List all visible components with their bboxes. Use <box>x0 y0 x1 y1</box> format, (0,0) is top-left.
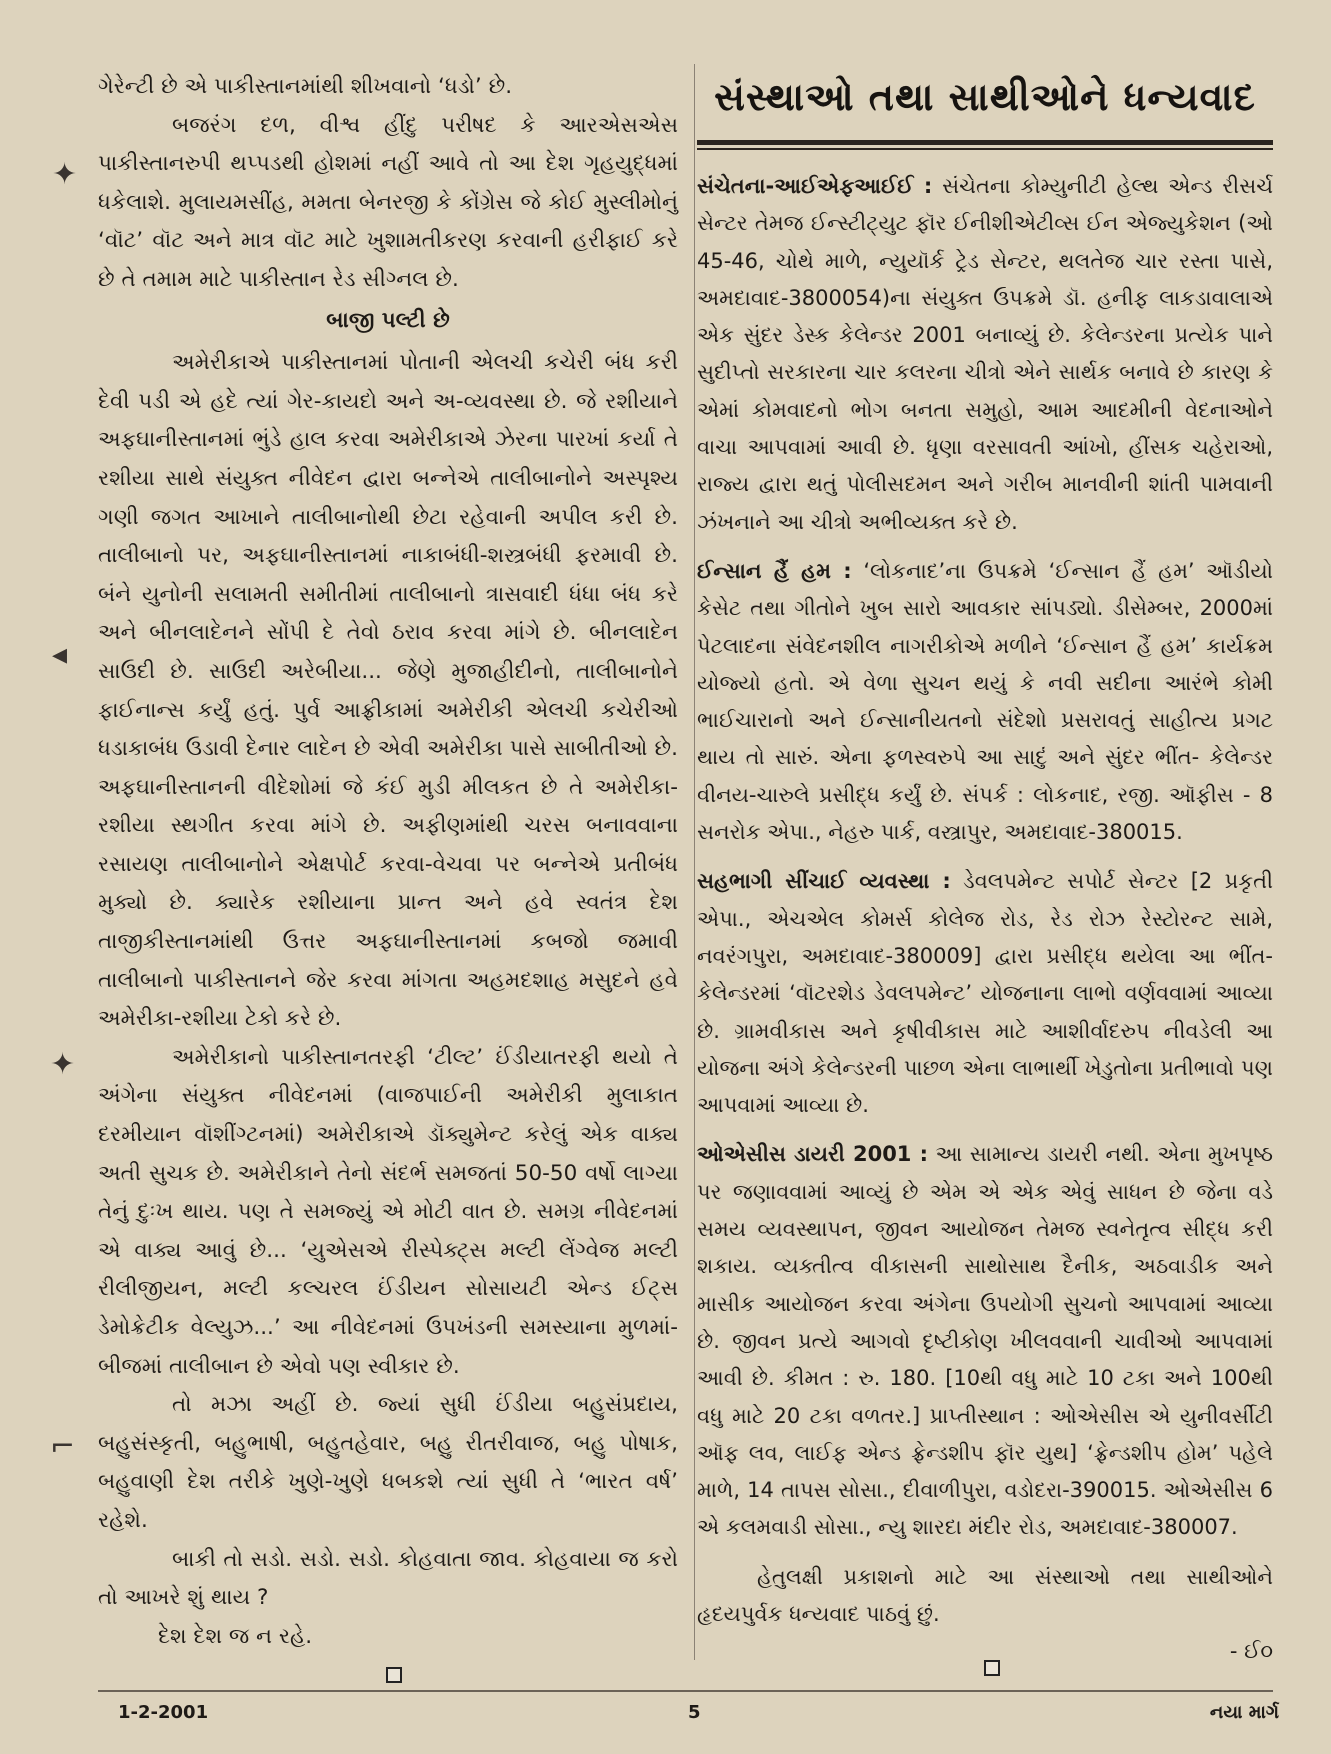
left-para-7: દેશ દેશ જ ન રહે. <box>158 1623 313 1649</box>
left-para-1: બજરંગ દળ, વીશ્વ હીંદુ પરીષદ કે આરએસએસ પાકીસ્તાનરુપી થપ્પડથી હોશમાં નહીં આવે તો આ દેશ ગૃહયુદ્ધમાં ધકેલાશે. મુલાયમસીંહ, મમતા બેનરજી કે કોંગ્રેસ જે કોઈ મુસ્લીમોનું ‘વૉટ’ વૉટ અને માત્ર વૉટ માટે ખુશામતીકરણ કરવાની હરીફાઈ કરે છે તે તમામ માટે પાકીસ્તાન રેડ સીગ્નલ છે. <box>98 112 678 292</box>
entry-text: આ સામાન્ય ડાયરી નથી. એના મુખપૃષ્ઠ પર જણાવવામાં આવ્યું છે એમ એ એક એવું સાધન છે જેના વડે સમય વ્યવસ્થાપન, જીવન આયોજન તેમજ સ્વનેતૃત્વ સીદ્ધ કરી શકાય. વ્યક્તીત્વ વીકાસની સાથોસાથ દૈનીક, અઠવાડીક અને માસીક આયોજન કરવા અંગેના ઉપયોગી સુચનો આપવામાં આવ્યા છે. જીવન પ્રત્યે આગવો દૃષ્ટીકોણ ખીલવવાની ચાવીઓ આપવામાં આવી છે. કીમત : રુ. 180. [10થી વધુ માટે 10 ટકા અને 100થી વધુ માટે 20 ટકા વળતર.] પ્રાપ્તીસ્થાન : ઓએસીસ એ યુનીવર્સીટી ઑફ લવ, લાઈફ એન્ડ ફ્રેન્ડશીપ ફૉર યુથ] ‘ફ્રેન્ડશીપ હોમ’ પહેલે માળે, 14 તાપસ સોસા., દીવાળીપુરા, વડોદરા-390015. ઓએસીસ 6 એ કલમવાડી સોસા., ન્યુ શારદા મંદીર રોડ, અમદાવાદ-380007. <box>697 1142 1273 1540</box>
footer-publication: નયા માર્ગ <box>1209 1702 1279 1723</box>
entry-oasis <box>697 1136 1273 1546</box>
footer-date: 1-2-2001 <box>118 1702 209 1723</box>
entry-text: ‘લોકનાદ’ના ઉપક્રમે ‘ઈન્સાન હૈં હમ’ ઑડીયો કેસેટ તથા ગીતોને ખુબ સારો આવકાર સાંપડ્યો. ડીસેમ્બર, 2000માં પેટલાદના સંવેદનશીલ નાગરીકોએ મળીને ‘ઈન્સાન હૈં હમ’ કાર્યક્રમ યોજ્યો હતો. એ વેળા સુચન થયું કે નવી સદીના આરંભે કોમી ભાઈચારાનો અને ઈન્સાનીયતનો સંદેશો પ્રસરાવતું સાહીત્ય પ્રગટ થાય તો સારું. એના ફળસ્વરુપે આ સાદું અને સુંદર ભીંત- કેલેન્ડર વીનય-ચારુલે પ્રસીદ્ધ કર્યું છે. સંપર્ક : લોકનાદ, રજી. ઑફીસ - 8 સનરોક એપા., નેહરુ પાર્ક, વસ્ત્રાપુર, અમદાવાદ-380015. <box>697 558 1273 845</box>
banner-rule-thick <box>697 140 1273 145</box>
left-para-4: અમેરીકાનો પાકીસ્તાનતરફી ‘ટીલ્ટ’ ઈંડીયાતરફી થયો તે અંગેના સંયુક્ત નીવેદનમાં (વાજપાઈની અમેરીકી મુલાકાત દરમીયાન વૉશીંગ્ટનમાં) અમેરીકાએ ડૉક્યુમેન્ટ કરેલું એક વાક્ય અતી સુચક છે. અમેરીકાને તેનો સંદર્ભ સમજતાં 50-50 વર્ષો લાગ્યા તેનું દુઃખ થાય. પણ તે સમજ્યું એ મોટી વાત છે. સમગ્ર નીવેદનમાં એ વાક્ય આવું છે... ‘યુએસએ રીસ્પેક્ટ્સ મલ્ટી લેંગ્વેજ મલ્ટી રીલીજીયન, મલ્ટી કલ્ચરલ ઈંડીયન સોસાયટી એન્ડ ઈટ્સ ડેમોક્રેટીક વેલ્યુઝ...’ આ નીવેદનમાં ઉપખંડની સમસ્યાના મુળમાં-બીજમાં તાલીબાન છે એવો પણ સ્વીકાર છે. <box>98 1044 678 1379</box>
entry-sanchetna <box>697 168 1273 541</box>
column-divider <box>694 64 695 1660</box>
entry-lead: ઈન્સાન હૈં હમ : <box>697 558 852 583</box>
entry-text: ડેવલપમેન્ટ સપોર્ટ સેન્ટર [2 પ્રકૃતી એપા., એચએલ કોમર્સ કોલેજ રોડ, રેડ રોઝ રેસ્ટોરન્ટ સામે, નવરંગપુરા, અમદાવાદ-380009] દ્વારા પ્રસીદ્ધ થયેલા આ ભીંત-કેલેન્ડરમાં ‘વૉટરશેડ ડેવલપમેન્ટ’ યોજનાના લાભો વર્ણવવામાં આવ્યા છે. ગ્રામવીકાસ અને કૃષીવીકાસ માટે આશીર્વાદરુપ નીવડેલી આ યોજના અંગે કેલેન્ડરની પાછળ એના લાભાર્થી ખેડુતોના પ્રતીભાવો પણ આપવામાં આવ્યા છે. <box>697 869 1273 1118</box>
banner-rule-thin <box>697 148 1273 150</box>
footer-rule <box>98 1690 1273 1692</box>
entry-lead: સંચેતના-આઈએફઆઈઈ : <box>697 174 933 198</box>
right-body <box>697 168 1273 1671</box>
left-para-3: અમેરીકાએ પાકીસ્તાનમાં પોતાની એલચી કચેરી બંધ કરી દેવી પડી એ હદે ત્યાં ગેર-કાયદો અને અ-વ્યવસ્થા છે. જે રશીયાને અફઘાનીસ્તાનમાં ભુંડે હાલ કરવા અમેરીકાએ ઝેરના પારખાં કર્યા તે રશીયા સાથે સંયુક્ત નીવેદન દ્વારા બન્નેએ તાલીબાનોને અસ્પૃશ્ય ગણી જગત આખાને તાલીબાનોથી છેટા રહેવાની અપીલ કરી છે. તાલીબાનો પર, અફઘાનીસ્તાનમાં નાકાબંધી-શસ્ત્રબંધી ફરમાવી છે. બંને યુનોની સલામતી સમીતીમાં તાલીબાનો ત્રાસવાદી ધંધા બંધ કરે અને બીનલાદેનને સોંપી દે તેવો ઠરાવ કરવા માંગે છે. બીનલાદેન સાઉદી છે. સાઉદી અરેબીયા... જેણે મુજાહીદીનો, તાલીબાનોને ફાઈનાન્સ કર્યું હતું. પુર્વ આફ્રીકામાં અમેરીકી એલચી કચેરીઓ ધડાકાબંધ ઉડાવી દેનાર લાદેન છે એવી અમેરીકા પાસે સાબીતીઓ છે. અફઘાનીસ્તાનની વીદેશોમાં જે કંઈ મુડી મીલકત છે તે અમેરીકા-રશીયા સ્થગીત કરવા માંગે છે. અફીણમાંથી ચરસ બનાવવાના રસાયણ તાલીબાનોને એક્ષપોર્ટ કરવા-વેચવા પર બન્નેએ પ્રતીબંધ મુક્યો છે. ક્યારેક રશીયાના પ્રાન્ત અને હવે સ્વતંત્ર દેશ તાજીકીસ્તાનમાંથી ઉત્તર અફઘાનીસ્તાનમાં કબજો જમાવી તાલીબાનો પાકીસ્તાનને જેર કરવા માંગતા અહમદશાહ મસુદને હવે અમેરીકા-રશીયા ટેકો કરે છે. <box>98 350 678 1032</box>
left-para-5: તો મઝા અહીં છે. જ્યાં સુધી ઈંડીયા બહુસંપ્રદાય, બહુસંસ્કૃતી, બહુભાષી, બહુતહેવાર, બહુ રીતરીવાજ, બહુ પોષાક, બહુવાણી દેશ તરીકે ખુણે-ખુણે ધબકશે ત્યાં સુધી તે ‘ભારત વર્ષ’ રહેશે. <box>98 1392 678 1533</box>
left-para-6: બાકી તો સડો. સડો. સડો. કોહવાતા જાવ. કોહવાયા જ કરો તો આખરે શું થાય ? <box>98 1546 678 1611</box>
right-article-column <box>697 64 1273 1671</box>
left-article-column <box>98 68 678 1656</box>
section-subheading: બાજી પલ્ટી છે <box>326 307 450 333</box>
entry-sahbhagi <box>697 863 1273 1124</box>
entry-insaan <box>697 553 1273 851</box>
registration-mark-icon: ✦ <box>50 1047 76 1082</box>
signature: - ઈ૦ <box>1229 1639 1273 1664</box>
registration-mark-icon: ◂ <box>52 637 68 672</box>
footer-page-number: 5 <box>688 1702 701 1723</box>
registration-mark-icon: ✦ <box>52 157 78 192</box>
entry-lead: ઓએસીસ ડાયરી 2001 : <box>697 1142 928 1167</box>
entry-text: સંચેતના કોમ્યુનીટી હેલ્થ એન્ડ રીસર્ચ સેન્ટર તેમજ ઈન્સ્ટીટ્યુટ ફૉર ઈનીશીએટીવ્સ ઈન એજ્યુકેશન (ઓ 45-46, ચોથે માળે, ન્યુયૉર્ક ટ્રેડ સેન્ટર, થલતેજ ચાર રસ્તા પાસે, અમદાવાદ-3800054)ના સંયુક્ત ઉપક્રમે ડૉ. હનીફ લાકડાવાલાએ એક સુંદર ડેસ્ક કેલેન્ડર 2001 બનાવ્યું છે. કેલેન્ડરના પ્રત્યેક પાને સુદીપ્તો સરકારના ચાર કલરના ચીત્રો એને સાર્થક બનાવે છે કારણ કે એમાં કોમવાદનો ભોગ બનતા સમુહો, આમ આદમીની વેદનાઓને વાચા આપવામાં આવી છે. ધૃણા વરસાવતી આંખો, હીંસક ચહેરાઓ, રાજ્ય દ્વારા થતું પોલીસદમન અને ગરીબ માનવીની શાંતી પામવાની ઝંખનાને આ ચીત્રો અભીવ્યક્ત કરે છે. <box>697 174 1273 534</box>
left-para-0: ગેરેન્ટી છે એ પાકીસ્તાનમાંથી શીખવાનો ‘ધડો’ છે. <box>98 74 513 99</box>
left-end-mark-icon <box>386 1667 402 1683</box>
closing-text: હેતુલક્ષી પ્રકાશનો માટે આ સંસ્થાઓ તથા સાથીઓને હૃદયપુર્વક ધન્યવાદ પાઠવું છું. <box>697 1564 1273 1626</box>
entry-lead: સહભાગી સીંચાઈ વ્યવસ્થા : <box>697 869 951 894</box>
banner-title: સંસ્થાઓ તથા સાથીઓને ધન્યવાદ <box>714 74 1256 119</box>
registration-mark-icon: ⌐ <box>50 1429 76 1464</box>
right-end-mark-icon <box>984 1660 1000 1676</box>
